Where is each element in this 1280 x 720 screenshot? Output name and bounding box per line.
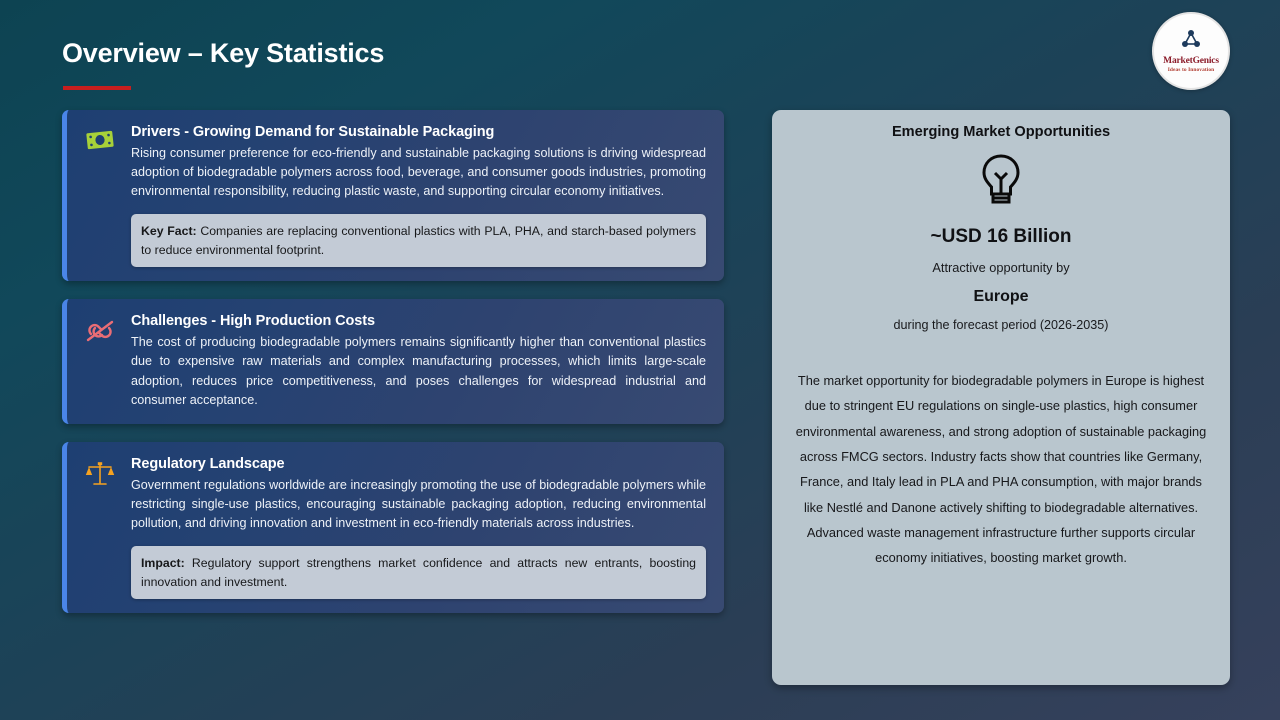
money-banknote-icon [83, 124, 117, 158]
scales-of-justice-icon [83, 456, 117, 490]
page-title: Overview – Key Statistics [62, 38, 385, 68]
card-title: Challenges - High Production Costs [131, 313, 375, 330]
info-card-challenges[interactable] [62, 299, 724, 424]
key-fact-box [131, 214, 706, 267]
key-fact-text: Companies are replacing conventional plastics with PLA, PHA, and starch-based polymers to reduce environmental footprint. [141, 224, 696, 257]
key-fact-label: Key Fact: [141, 224, 197, 239]
info-cards-column [62, 110, 724, 631]
card-description: Rising consumer preference for eco-friendly and sustainable packaging solutions is driving widespread adoption of biodegradable polymers across food, beverage, and consumer goods industries, promoting environmental responsibility, reducing plastic waste, and supporting circular economy initiatives. [131, 146, 706, 199]
logo-tagline: Ideas to Innovation [1167, 67, 1215, 74]
broken-link-icon [83, 313, 117, 347]
company-logo [1152, 12, 1230, 90]
impact-box [131, 546, 706, 599]
impact-label: Impact: [141, 556, 185, 571]
card-title: Drivers - Growing Demand for Sustainable Packaging [131, 124, 495, 140]
node-graph-icon [1178, 29, 1204, 56]
stat-forecast-period: during the forecast period (2026-2035) [893, 318, 1109, 332]
card-description: The cost of producing biodegradable polymers remains significantly higher than conventional plastics due to expensive raw materials and complex manufacturing processes, which limits large-scale adoption, reduces price competitiveness, and poses challenges for widespread industrial and consumer acceptance. [131, 335, 706, 407]
panel-title: Emerging Market Opportunities [891, 124, 1111, 140]
panel-paragraph: The market opportunity for biodegradable polymers in Europe is highest due to stringent EU regulations on single-use plastics, high consumer environmental awareness, and strong adoption of sustainable packaging across FMCG sectors. Industry facts show that countries like Germany, France, and Italy lead in PLA and PHA consumption, with major brands like Nestlé and Danone actively shifting to biodegradable alternatives. Advanced waste management infrastructure further supports circular economy initiatives, boosting market growth. [795, 373, 1207, 566]
card-description: Government regulations worldwide are increasingly promoting the use of biodegradable polymers while restricting single-use plastics, encouraging sustainable packaging adoption, reducing environmental pollution, and driving innovation and investment in eco-friendly materials across industries. [131, 477, 706, 531]
emerging-opportunities-panel [772, 110, 1230, 685]
impact-text: Regulatory support strengthens market confidence and attracts new entrants, boosting innovation and investment. [141, 556, 696, 589]
lightbulb-icon [792, 152, 1210, 208]
card-title: Regulatory Landscape [131, 455, 285, 472]
title-underline-accent [63, 86, 131, 90]
stat-region: Europe [973, 288, 1029, 305]
info-card-regulatory[interactable] [62, 442, 724, 613]
info-card-drivers[interactable] [62, 110, 724, 281]
stat-subtitle: Attractive opportunity by [932, 260, 1070, 275]
logo-company-name: MarketGenics [1163, 55, 1219, 66]
stat-value: ~USD 16 Billion [930, 226, 1072, 247]
